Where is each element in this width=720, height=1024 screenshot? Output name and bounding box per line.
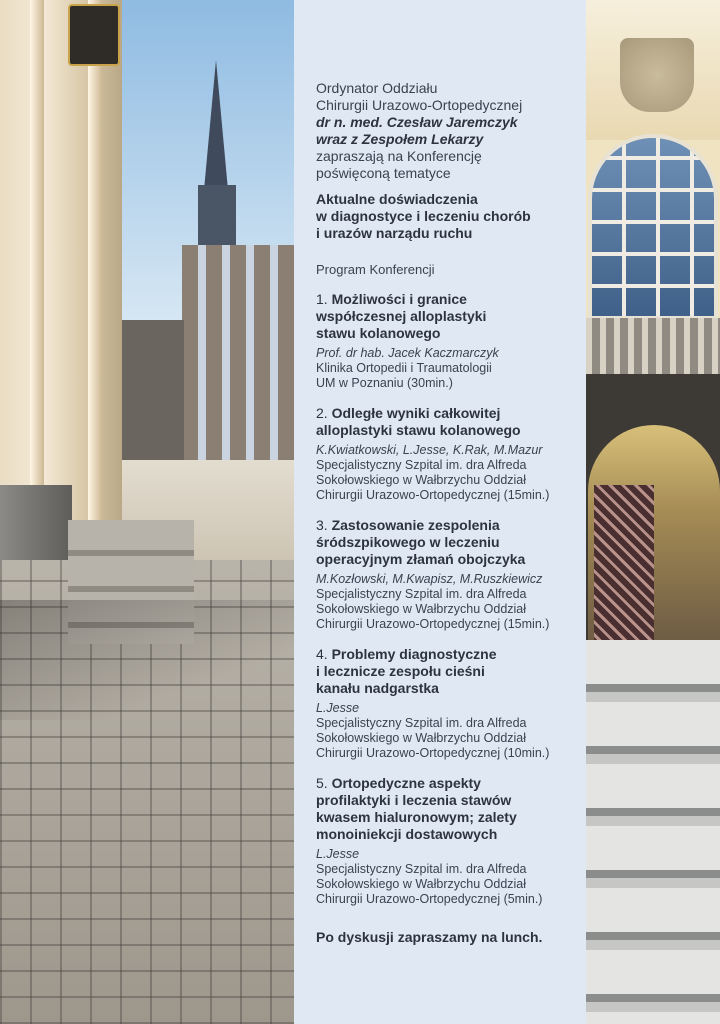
- organizer-name: dr n. med. Czesław Jaremczyk: [316, 114, 518, 130]
- affil-line: Specjalistyczny Szpital im. dra Alfreda: [316, 458, 527, 472]
- program-item-2: [316, 405, 574, 503]
- affil-line: Chirurgii Urazowo-Ortopedycznej (15min.): [316, 488, 550, 502]
- item-authors: L.Jesse: [316, 701, 360, 715]
- conference-topic: [316, 191, 574, 242]
- program-item-5: [316, 775, 574, 907]
- item-number: 1.: [316, 291, 328, 307]
- stone-stairs: [586, 640, 720, 1024]
- affil-line: Klinika Ortopedii i Traumatologii: [316, 361, 492, 375]
- affil-line: Chirurgii Urazowo-Ortopedycznej (5min.): [316, 892, 543, 906]
- item-affiliation: [316, 458, 574, 503]
- title-line: Ortopedyczne aspekty: [331, 775, 481, 791]
- facade-pillar: [88, 0, 102, 520]
- closing-note: Po dyskusji zapraszamy na lunch.: [316, 929, 543, 945]
- program-item-3: [316, 517, 574, 632]
- item-title: [316, 775, 574, 843]
- team-name: Zespołem Lekarzy: [361, 131, 484, 147]
- shadow: [0, 600, 294, 720]
- title-line: stawu kolanowego: [316, 325, 441, 341]
- title-line: kwasem hialuronowym; zalety: [316, 809, 517, 825]
- item-affiliation: [316, 361, 574, 391]
- title-line: alloplastyki stawu kolanowego: [316, 422, 521, 438]
- title-line: Zastosowanie zespolenia: [331, 517, 500, 533]
- item-number: 3.: [316, 517, 328, 533]
- intro-line: Ordynator Oddziału: [316, 80, 438, 96]
- item-title: [316, 646, 574, 697]
- item-number: 5.: [316, 775, 328, 791]
- church-spire: [204, 60, 228, 190]
- hanging-shop-sign: [68, 4, 120, 66]
- item-number: 4.: [316, 646, 328, 662]
- conference-flyer: [294, 0, 586, 1024]
- title-line: Problemy diagnostyczne: [331, 646, 497, 662]
- program-item-1: [316, 291, 574, 391]
- item-affiliation: [316, 716, 574, 761]
- topic-line: i urazów narządu ruchu: [316, 225, 473, 241]
- side-building: [120, 320, 184, 460]
- title-line: kanału nadgarstka: [316, 680, 439, 696]
- affil-line: Sokołowskiego w Wałbrzychu Oddział: [316, 473, 527, 487]
- item-affiliation: [316, 862, 574, 907]
- street-photo-left: [0, 0, 294, 1024]
- program-item-4: [316, 646, 574, 761]
- intro-with: wraz z: [316, 131, 362, 147]
- affil-line: Specjalistyczny Szpital im. dra Alfreda: [316, 716, 527, 730]
- balustrade: [586, 318, 720, 374]
- archway: [588, 425, 720, 640]
- affil-line: Sokołowskiego w Wałbrzychu Oddział: [316, 602, 527, 616]
- title-line: śródszpikowego w leczeniu: [316, 534, 500, 550]
- topic-line: w diagnostyce i leczeniu chorób: [316, 208, 531, 224]
- item-affiliation: [316, 587, 574, 632]
- item-title: [316, 405, 574, 439]
- item-authors: K.Kwiatkowski, L.Jesse, K.Rak, M.Mazur: [316, 443, 543, 457]
- affil-line: Specjalistyczny Szpital im. dra Alfreda: [316, 862, 527, 876]
- affil-line: Sokołowskiego w Wałbrzychu Oddział: [316, 877, 527, 891]
- coat-of-arms-relief: [620, 38, 694, 112]
- ornamental-gate: [594, 485, 654, 640]
- affil-line: UM w Poznaniu (30min.): [316, 376, 453, 390]
- item-authors: Prof. dr hab. Jacek Kaczmarczyk: [316, 346, 499, 360]
- intro-line: poświęconą tematyce: [316, 165, 451, 181]
- affil-line: Chirurgii Urazowo-Ortopedycznej (10min.): [316, 746, 550, 760]
- topic-line: Aktualne doświadczenia: [316, 191, 478, 207]
- intro: [316, 80, 574, 182]
- title-line: współczesnej alloplastyki: [316, 308, 487, 324]
- intro-line: Chirurgii Urazowo-Ortopedycznej: [316, 97, 523, 113]
- affil-line: Sokołowskiego w Wałbrzychu Oddział: [316, 731, 527, 745]
- distant-building: [182, 245, 294, 460]
- title-line: i lecznicze zespołu cieśni: [316, 663, 485, 679]
- item-title: [316, 517, 574, 568]
- affil-line: Chirurgii Urazowo-Ortopedycznej (15min.): [316, 617, 550, 631]
- program-heading: Program Konferencji: [316, 262, 435, 277]
- item-number: 2.: [316, 405, 328, 421]
- item-authors: M.Kozłowski, M.Kwapisz, M.Ruszkiewicz: [316, 572, 543, 586]
- title-line: monoiniekcji dostawowych: [316, 826, 498, 842]
- building-photo-right: [586, 0, 720, 1024]
- arched-window: [588, 134, 718, 320]
- title-line: Odległe wyniki całkowitej: [331, 405, 501, 421]
- intro-line: zapraszają na Konferencję: [316, 148, 482, 164]
- item-title: [316, 291, 574, 342]
- affil-line: Specjalistyczny Szpital im. dra Alfreda: [316, 587, 527, 601]
- title-line: operacyjnym złamań obojczyka: [316, 551, 526, 567]
- item-authors: L.Jesse: [316, 847, 360, 861]
- title-line: profilaktyki i leczenia stawów: [316, 792, 512, 808]
- title-line: Możliwości i granice: [331, 291, 467, 307]
